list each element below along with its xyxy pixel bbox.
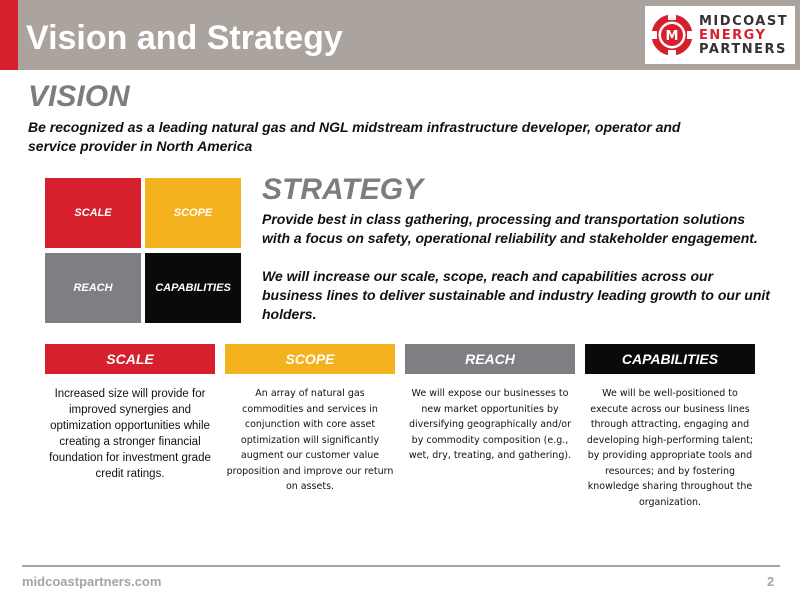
pillar-description-capabilities: We will be well-positioned to execute across our business lines through attracting, engaging and developing high-performing talent; by providing appropriate tools and resources; and by fostering knowledge sharing throughout the organization. [586, 388, 754, 508]
square-reach: REACH [45, 253, 141, 323]
logo-line-2: ENERGY [699, 28, 767, 43]
page-number: 2 [767, 574, 775, 589]
square-scale: SCALE [45, 178, 141, 248]
company-logo [645, 6, 795, 64]
square-capabilities: CAPABILITIES [145, 253, 241, 323]
vision-text: Be recognized as a leading natural gas and NGL midstream infrastructure developer, operator and service provider in North America [28, 119, 681, 154]
logo-text [699, 15, 788, 57]
pillar-description-scope: An array of natural gas commodities and services in conjunction with core asset optimization will significantly augment our customer value proposition and improve our return on assets. [226, 388, 394, 492]
page-title: Vision and Strategy [26, 19, 343, 57]
strategy-heading: STRATEGY [262, 173, 424, 206]
pillar-description-reach: We will expose our businesses to new market opportunities by diversifying geographically and/or by commodity composition (e.g., wet, dry, treating, and gathering). [408, 388, 572, 461]
pillar-description-scale: Increased size will provide for improved synergies and optimization opportunities while creating a stronger financial foundation for investment grade credit ratings. [49, 388, 211, 480]
strategy-paragraph-2: We will increase our scale, scope, reach and capabilities across our business lines to deliver sustainable and industry leading growth to our unit holders. [262, 268, 770, 322]
logo-mark-icon [649, 12, 695, 58]
footer-divider [22, 565, 780, 567]
square-scope: SCOPE [145, 178, 241, 248]
footer-url: midcoastpartners.com [22, 574, 162, 589]
strategy-paragraph-1: Provide best in class gathering, processing and transportation solutions with a focus on safety, operational reliability and stakeholder engagement. [262, 211, 758, 246]
logo-line-3: PARTNERS [699, 42, 787, 57]
pillar-bar-scale: SCALE [45, 344, 215, 374]
logo-line-1: MIDCOAST [699, 14, 789, 29]
pillar-bar-capabilities: CAPABILITIES [585, 344, 755, 374]
pillar-bar-reach: REACH [405, 344, 575, 374]
strategy-text [262, 210, 772, 324]
vision-heading: VISION [28, 80, 130, 113]
svg-text:M: M [665, 29, 679, 44]
pillar-bar-scope: SCOPE [225, 344, 395, 374]
header-accent [0, 0, 18, 70]
